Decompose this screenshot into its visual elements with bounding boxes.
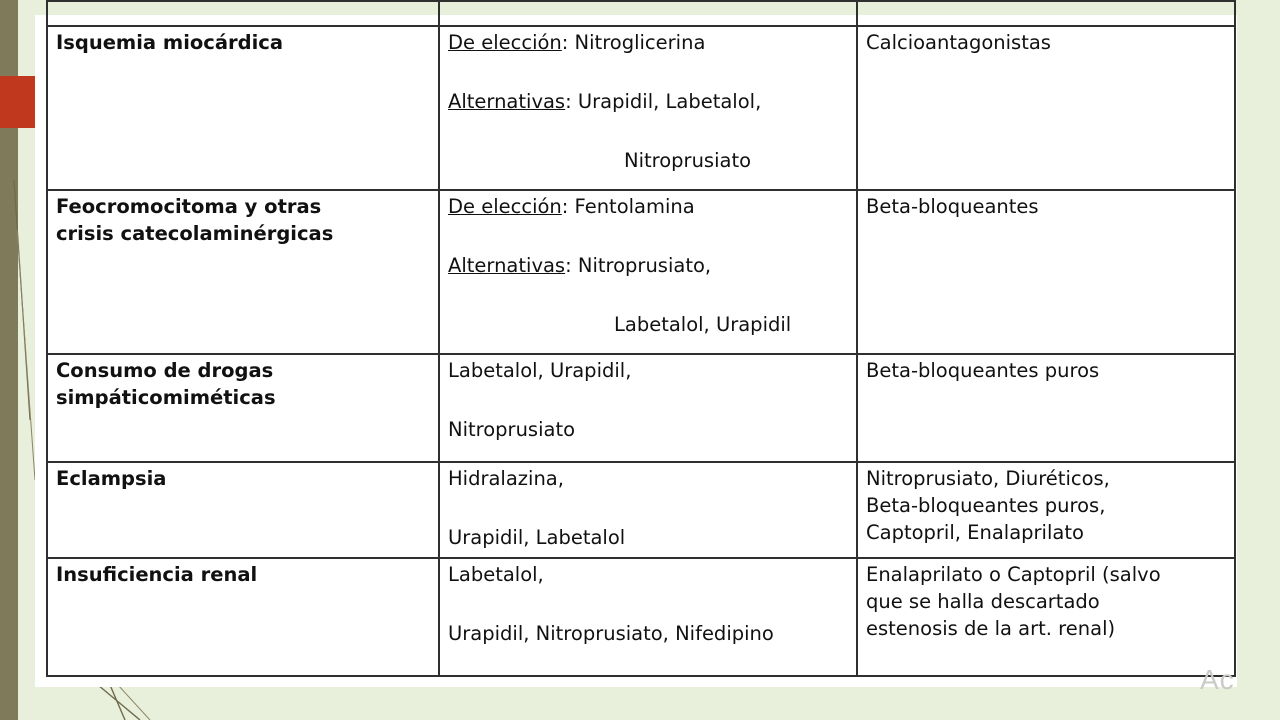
avoid-text: que se halla descartado — [866, 590, 1100, 613]
condition-cell — [47, 26, 439, 190]
condition-cell — [47, 462, 439, 558]
avoid-cell — [857, 558, 1235, 676]
alternatives-continued: Labetalol, Urapidil — [614, 313, 792, 336]
treatment-cell — [439, 462, 857, 558]
condition-text: simpáticomiméticas — [56, 386, 276, 409]
watermark-text: Ac — [1200, 664, 1235, 695]
treatment-table — [46, 0, 1236, 677]
alternatives-label: Alternativas — [448, 254, 566, 277]
avoid-text: Captopril, Enalaprilato — [866, 521, 1084, 544]
avoid-text: estenosis de la art. renal) — [866, 617, 1116, 640]
choice-value: : Fentolamina — [561, 195, 695, 218]
avoid-cell — [857, 26, 1235, 190]
condition-cell — [47, 190, 439, 354]
avoid-text: Beta-bloqueantes puros — [866, 359, 1100, 382]
alternatives-label: Alternativas — [448, 90, 566, 113]
treatment-text: Hidralazina, — [448, 467, 564, 490]
table-row — [47, 190, 1235, 354]
condition-text: Eclampsia — [56, 467, 167, 490]
avoid-cell — [857, 190, 1235, 354]
condition-cell — [47, 354, 439, 462]
condition-text: Consumo de drogas — [56, 359, 274, 382]
alternatives-value: : Nitroprusiato, — [565, 254, 712, 277]
table-row — [47, 462, 1235, 558]
condition-cell — [47, 558, 439, 676]
table-cell — [857, 1, 1235, 26]
table-row-top-partial — [47, 1, 1235, 26]
treatment-cell — [439, 26, 857, 190]
accent-red-tab — [0, 76, 35, 128]
avoid-text: Enalaprilato o Captopril (salvo — [866, 563, 1161, 586]
condition-text: Insuficiencia renal — [56, 563, 258, 586]
choice-value: : Nitroglicerina — [561, 31, 706, 54]
alternatives-line — [448, 252, 848, 279]
choice-label: De elección — [448, 195, 562, 218]
table-row — [47, 558, 1235, 676]
alternatives-continued: Nitroprusiato — [624, 149, 752, 172]
avoid-text: Beta-bloqueantes puros, — [866, 494, 1106, 517]
alternatives-value: : Urapidil, Labetalol, — [565, 90, 762, 113]
table-row — [47, 26, 1235, 190]
avoid-text: Calcioantagonistas — [866, 31, 1051, 54]
alternatives-line — [448, 88, 848, 115]
avoid-text: Beta-bloqueantes — [866, 195, 1039, 218]
treatment-text: Labetalol, Urapidil, — [448, 359, 632, 382]
slide-content — [35, 15, 1237, 687]
treatment-text: Urapidil, Nitroprusiato, Nifedipino — [448, 622, 774, 645]
treatment-text: Nitroprusiato — [448, 418, 576, 441]
treatment-cell — [439, 190, 857, 354]
choice-line — [448, 29, 848, 56]
avoid-cell — [857, 462, 1235, 558]
avoid-cell — [857, 354, 1235, 462]
treatment-cell — [439, 354, 857, 462]
choice-line — [448, 193, 848, 220]
condition-text: crisis catecolaminérgicas — [56, 222, 334, 245]
condition-text: Feocromocitoma y otras — [56, 195, 322, 218]
table-cell — [47, 1, 439, 26]
treatment-cell — [439, 558, 857, 676]
choice-label: De elección — [448, 31, 562, 54]
treatment-text: Urapidil, Labetalol — [448, 526, 626, 549]
treatment-text: Labetalol, — [448, 563, 544, 586]
condition-text: Isquemia miocárdica — [56, 31, 283, 54]
avoid-text: Nitroprusiato, Diuréticos, — [866, 467, 1110, 490]
table-cell — [439, 1, 857, 26]
table-row — [47, 354, 1235, 462]
